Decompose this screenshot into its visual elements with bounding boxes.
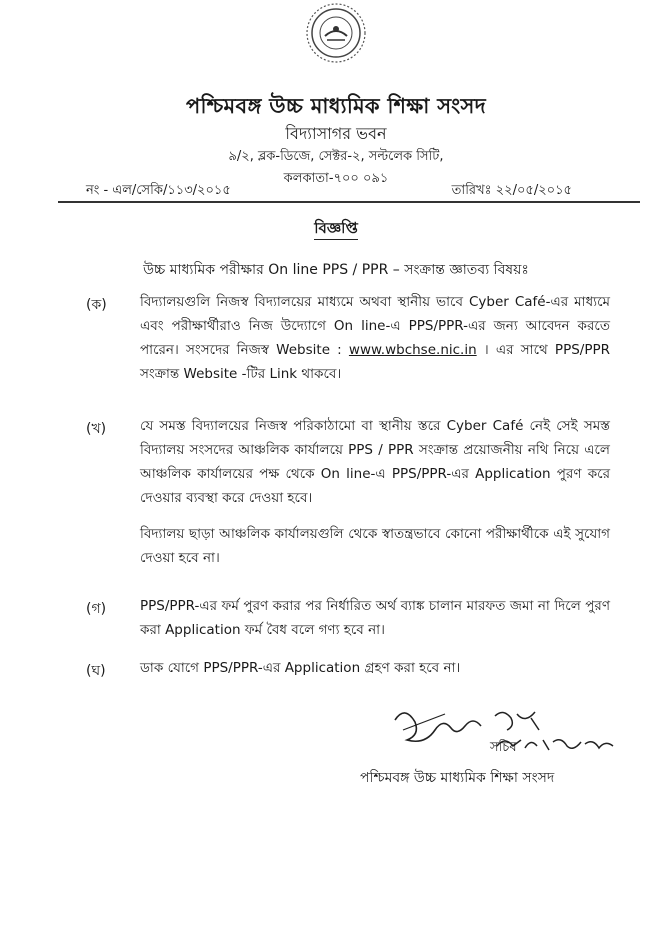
- org-name: পশ্চিমবঙ্গ উচ্চ মাধ্যমিক শিক্ষা সংসদ: [186, 94, 486, 118]
- signatory-org: পশ্চিমবঙ্গ উচ্চ মাধ্যমিক শিক্ষা সংসদ: [360, 770, 555, 786]
- item-text-gha: ডাক যোগে PPS/PPR-এর Application গ্রহণ করা হবে না।: [140, 660, 461, 676]
- item-label-gha: (ঘ): [86, 663, 106, 679]
- item-ka-text-before: বিদ্যালয়গুলি নিজস্ব বিদ্যালয়ের মাধ্যমে অথবা স্থানীয় ভাবে Cyber Café-এর মাধ্যমে এবং পরীক্ষার্থীরাও নিজ উদ্যোগে On line-এ PPS/PPR-এর জন্য আবেদন করতে পারেন। সংসদের নিজস্ব Website :: [140, 294, 610, 358]
- item-text-ga: PPS/PPR-এর ফর্ম পুরণ করার পর নির্ধারিত অর্থ ব্যাঙ্ক চালান মারফত জমা না দিলে পুরণ করা Application ফর্ম বৈধ বলে গণ্য হবে না।: [140, 598, 610, 638]
- notice-subject: উচ্চ মাধ্যমিক পরীক্ষার On line PPS / PPR – সংক্রান্ত জ্ঞাতব্য বিষয়ঃ: [143, 262, 529, 278]
- building-name: বিদ্যাসাগর ভবন: [285, 124, 387, 143]
- item-label-kha: (খ): [86, 421, 107, 437]
- notice-title-text: বিজ্ঞপ্তি: [314, 219, 358, 240]
- header-divider: [58, 201, 640, 203]
- item-label-ka: (ক): [86, 297, 107, 313]
- signatory-title: সচিব: [490, 740, 517, 755]
- item-text-ka: [140, 290, 610, 386]
- item-text-kha: যে সমস্ত বিদ্যালয়ের নিজস্ব পরিকাঠামো বা স্থানীয় স্তরে Cyber Café নেই সেই সমস্ত বিদ্যালয় সংসদের আঞ্চলিক কার্যালয়ে PPS / PPR সংক্রান্ত প্রয়োজনীয় নথি নিয়ে এলে আঞ্চলিক কার্যালয়ের পক্ষ থেকে On line-এ PPS/PPR-এর Application পুরণ করে দেওয়ার ব্যবস্থা করে দেওয়া হবে।: [140, 418, 610, 506]
- reference-number: নং - এল/সেকি/১১৩/২০১৫: [86, 183, 231, 198]
- issue-date: তারিখঃ ২২/০৫/২০১৫: [451, 183, 572, 198]
- address-line-2: কলকাতা-৭০০ ০৯১: [283, 171, 389, 186]
- address-line-1: ৯/২, ব্লক-ডিজে, সেক্টর-২, সল্টলেক সিটি,: [228, 149, 444, 164]
- council-emblem-icon: [305, 2, 367, 64]
- website-link[interactable]: www.wbchse.nic.in: [348, 342, 477, 358]
- notice-title: [0, 217, 672, 242]
- item-label-ga: (গ): [86, 601, 107, 617]
- item-ka-text-after: । এর সাথে PPS/PPR সংক্রান্ত Website -টির Link থাকবে।: [140, 342, 610, 382]
- item-text-kha-extra: বিদ্যালয় ছাড়া আঞ্চলিক কার্যালয়গুলি থেকে স্বাতন্ত্রভাবে কোনো পরীক্ষার্থীকে এই সুযোগ দেওয়া হবে না।: [140, 526, 610, 566]
